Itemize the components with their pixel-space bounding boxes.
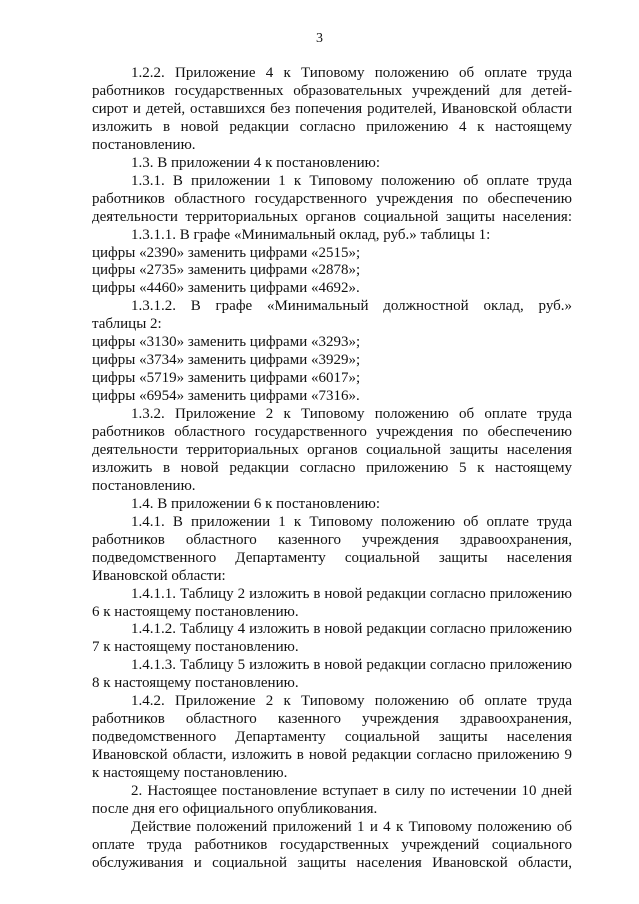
text-line: 1.4.1.3. Таблицу 5 изложить в новой редакции согласно приложению [131,657,572,674]
text-line: 1.3.1.1. В графе «Минимальный оклад, руб.» таблицы 1: [131,226,491,243]
text-line: работников областного казенного учреждения здравоохранения, [92,531,572,548]
text-line: Ивановской области: [92,567,226,584]
text-line: постановлению. [92,136,196,153]
text-line: Ивановской области, изложить в новой редакции согласно приложению 9 [92,747,572,764]
text-line: после дня его официального опубликования. [92,800,378,817]
page-number: 3 [316,31,323,46]
text-line: подведомственного Департаменту социальной защиты населения [92,549,572,566]
text-line: 7 к настоящему постановлению. [92,639,299,656]
text-line: работников областного государственного учреждения по обеспечению [92,190,572,207]
text-line: постановлению. [92,477,196,494]
text-line: таблицы 2: [92,316,162,333]
text-line: цифры «6954» заменить цифрами «7316». [92,388,360,405]
text-line: 6 к настоящему постановлению. [92,603,299,620]
text-line: 8 к настоящему постановлению. [92,675,299,692]
text-line: цифры «2735» заменить цифрами «2878»; [92,262,361,279]
text-line: оплате труда работников государственных учреждений социального [92,836,572,853]
text-line: 2. Настоящее постановление вступает в силу по истечении 10 дней [131,783,572,799]
text-line: обслуживания и социальной защиты населения Ивановской области, [92,854,572,871]
text-line: Действие положений приложений 1 и 4 к Типовому положению об [131,818,572,835]
text-line: 1.3.1. В приложении 1 к Типовому положению об оплате труда [131,172,572,189]
text-line: 1.2.2. Приложение 4 к Типовому положению об оплате труда [131,65,572,81]
text-line: работников областного государственного учреждения по обеспечению [92,424,572,440]
text-line: 1.3.1.2. В графе «Минимальный должностной оклад, руб.» [131,298,572,315]
text-line: работников государственных образовательных учреждений для детей- [92,82,572,99]
text-line: деятельности территориальных органов социальной защиты населения [92,441,572,458]
text-line: к настоящему постановлению. [92,765,288,782]
text-line: цифры «3734» заменить цифрами «3929»; [92,352,361,369]
text-line: цифры «5719» заменить цифрами «6017»; [92,370,361,387]
text-line: изложить в новой редакции согласно приложению 5 к настоящему [92,459,572,476]
text-line: изложить в новой редакции согласно приложению 4 к настоящему [92,118,572,135]
text-line: сирот и детей, оставшихся без попечения родителей, Ивановской области [92,100,572,117]
text-line: деятельности территориальных органов социальной защиты населения: [92,208,572,225]
text-line: цифры «4460» заменить цифрами «4692». [92,280,360,297]
text-line: 1.4.1.1. Таблицу 2 изложить в новой редакции согласно приложению [131,585,572,602]
text-line: цифры «3130» заменить цифрами «3293»; [92,334,361,351]
text-line: 1.3.2. Приложение 2 к Типовому положению об оплате труда [131,406,572,423]
text-line: цифры «2390» заменить цифрами «2515»; [92,244,361,261]
text-line: 1.4. В приложении 6 к постановлению: [131,495,381,512]
text-line: 1.4.1. В приложении 1 к Типовому положению об оплате труда [131,513,572,530]
text-line: 1.4.1.2. Таблицу 4 изложить в новой редакции согласно приложению [131,621,572,638]
text-line: подведомственного Департаменту социальной защиты населения [92,729,572,746]
text-line: 1.3. В приложении 4 к постановлению: [131,154,381,171]
text-line: 1.4.2. Приложение 2 к Типовому положению об оплате труда [131,693,572,710]
text-line: работников областного казенного учреждения здравоохранения, [92,711,572,728]
